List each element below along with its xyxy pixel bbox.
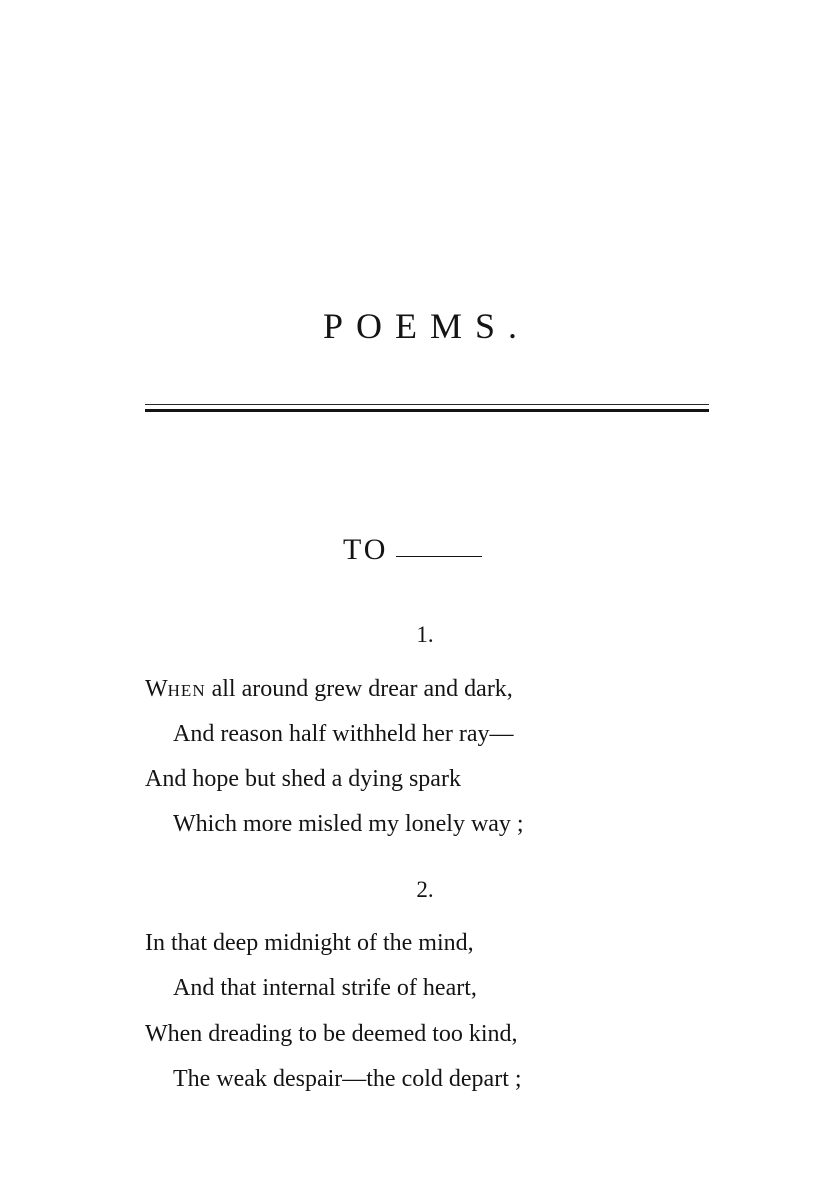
verse-line-1-text: all around grew drear and dark, xyxy=(205,676,513,702)
verse-line-3: And hope but shed a dying spark xyxy=(145,766,461,792)
poem-title xyxy=(343,533,482,567)
heading-rule-thin xyxy=(145,404,709,405)
small-caps-word: HEN xyxy=(167,681,206,700)
verse-line-5: In that deep midnight of the mind, xyxy=(145,930,474,956)
verse-line-8: The weak despair—the cold depart ; xyxy=(173,1066,522,1092)
verse-line-7: When dreading to be deemed too kind, xyxy=(145,1021,518,1047)
stanza-number-2: 2. xyxy=(416,877,434,902)
verse-line-4: Which more misled my lonely way ; xyxy=(173,811,524,837)
drop-initial: W xyxy=(145,676,168,702)
section-heading: POEMS. xyxy=(322,306,531,346)
verse-line-1 xyxy=(145,676,513,703)
poem-title-text: TO xyxy=(343,533,389,566)
verse-line-2: And reason half withheld her ray— xyxy=(173,721,514,747)
title-blank-dash xyxy=(396,556,482,557)
stanza-number-1: 1. xyxy=(416,622,434,647)
heading-rule-thick xyxy=(145,409,709,412)
verse-line-6: And that internal strife of heart, xyxy=(173,975,477,1001)
